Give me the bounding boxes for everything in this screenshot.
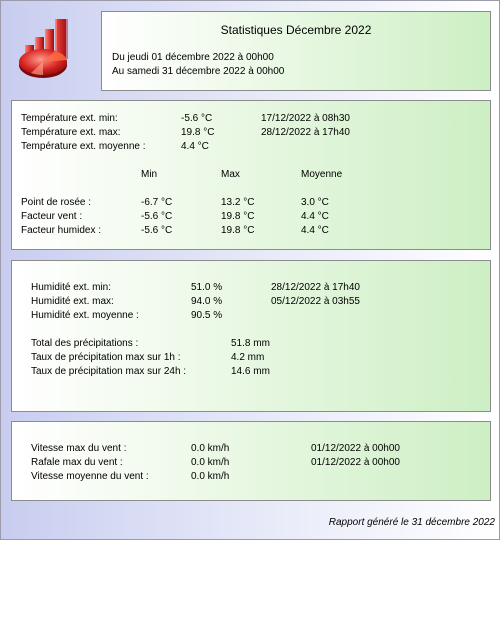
humidex-avg: 4.4 °C [301, 225, 329, 236]
dewpoint-min: -6.7 °C [141, 197, 173, 208]
temp-max-value: 19.8 °C [181, 127, 215, 138]
windchill-label: Facteur vent : [21, 211, 83, 222]
period-start: Du jeudi 01 décembre 2022 à 00h00 [112, 52, 274, 63]
period-end: Au samedi 31 décembre 2022 à 00h00 [112, 66, 285, 77]
precip-24h-label: Taux de précipitation max sur 24h : [31, 366, 187, 377]
humidity-panel [11, 260, 491, 412]
temp-min-value: -5.6 °C [181, 113, 213, 124]
report-footer: Rapport généré le 31 décembre 2022 [328, 517, 495, 528]
wind-gust-date: 01/12/2022 à 00h00 [311, 457, 400, 468]
wind-panel [11, 421, 491, 501]
wind-gust-value: 0.0 km/h [191, 457, 230, 468]
wind-max-value: 0.0 km/h [191, 443, 230, 454]
humidity-max-value: 94.0 % [191, 296, 223, 307]
temp-avg-value: 4.4 °C [181, 141, 209, 152]
precip-1h-label: Taux de précipitation max sur 1h : [31, 352, 181, 363]
temperature-panel [11, 100, 491, 250]
temp-avg-label: Température ext. moyenne : [21, 141, 146, 152]
temp-max-label: Température ext. max: [21, 127, 121, 138]
humidity-max-date: 05/12/2022 à 03h55 [271, 296, 360, 307]
wind-max-label: Vitesse max du vent : [31, 443, 127, 454]
temp-max-date: 28/12/2022 à 17h40 [261, 127, 350, 138]
precip-total-label: Total des précipitations : [31, 338, 139, 349]
column-header-max: Max [221, 169, 240, 180]
dewpoint-max: 13.2 °C [221, 197, 255, 208]
humidex-max: 19.8 °C [221, 225, 255, 236]
temp-min-label: Température ext. min: [21, 113, 118, 124]
wind-avg-label: Vitesse moyenne du vent : [31, 471, 149, 482]
windchill-max: 19.8 °C [221, 211, 255, 222]
bar-pie-chart-icon [17, 15, 81, 79]
wind-max-date: 01/12/2022 à 00h00 [311, 443, 400, 454]
precip-total-value: 51.8 mm [231, 338, 270, 349]
dewpoint-label: Point de rosée : [21, 197, 92, 208]
column-header-avg: Moyenne [301, 169, 343, 180]
wind-avg-value: 0.0 km/h [191, 471, 230, 482]
windchill-min: -5.6 °C [141, 211, 173, 222]
windchill-avg: 4.4 °C [301, 211, 329, 222]
humidity-avg-label: Humidité ext. moyenne : [31, 310, 139, 321]
humidity-max-label: Humidité ext. max: [31, 296, 114, 307]
humidex-label: Facteur humidex : [21, 225, 102, 236]
humidity-min-label: Humidité ext. min: [31, 282, 112, 293]
header-panel [101, 11, 491, 91]
precip-1h-value: 4.2 mm [231, 352, 265, 363]
humidex-min: -5.6 °C [141, 225, 173, 236]
humidity-min-date: 28/12/2022 à 17h40 [271, 282, 360, 293]
dewpoint-avg: 3.0 °C [301, 197, 329, 208]
page-title: Statistiques Décembre 2022 [220, 23, 372, 37]
column-header-min: Min [141, 169, 158, 180]
temp-min-date: 17/12/2022 à 08h30 [261, 113, 350, 124]
wind-gust-label: Rafale max du vent : [31, 457, 123, 468]
humidity-avg-value: 90.5 % [191, 310, 223, 321]
precip-24h-value: 14.6 mm [231, 366, 270, 377]
humidity-min-value: 51.0 % [191, 282, 223, 293]
